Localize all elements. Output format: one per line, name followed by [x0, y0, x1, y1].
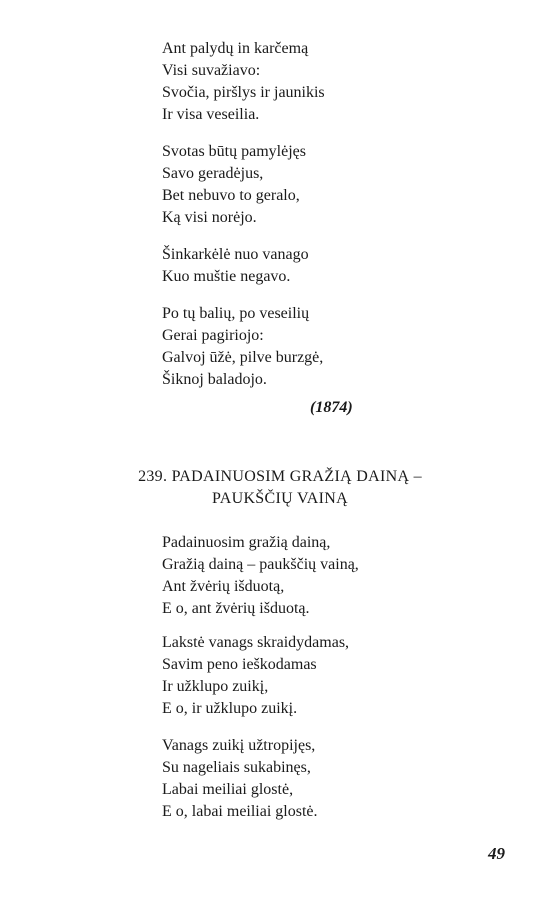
song-heading: [80, 466, 480, 510]
verse-line: E o, labai meiliai glostė.: [162, 803, 318, 820]
verse-line: Visi suvažiavo:: [162, 62, 261, 79]
stanza: [162, 38, 325, 126]
song-heading-line: 239. PADAINUOSIM GRAŽIĄ DAINĄ –: [138, 468, 422, 485]
verse-line: Ir užklupo zuikį,: [162, 678, 269, 695]
verse-line: Labai meiliai glostė,: [162, 781, 294, 798]
verse-line: Bet nebuvo to geralo,: [162, 187, 300, 204]
verse-line: Ką visi norėjo.: [162, 209, 257, 226]
verse-line: Vanags zuikį užtropijęs,: [162, 737, 316, 754]
stanza: [162, 141, 306, 229]
verse-line: Ant žvėrių išduotą,: [162, 578, 285, 595]
verse-line: Ir visa veseilia.: [162, 106, 260, 123]
verse-line: Svočia, piršlys ir jaunikis: [162, 84, 325, 101]
verse-line: Šiknoj baladojo.: [162, 371, 267, 388]
poem-date: (1874): [310, 399, 353, 416]
stanza: [162, 532, 359, 620]
stanza: [162, 632, 349, 720]
verse-line: Ant palydų in karčemą: [162, 40, 309, 57]
stanza: [162, 303, 323, 391]
verse-line: Šinkarkėlė nuo vanago: [162, 246, 309, 263]
verse-line: Svotas būtų pamylėjęs: [162, 143, 306, 160]
song-heading-line: PAUKŠČIŲ VAINĄ: [212, 490, 348, 507]
verse-line: Savim peno ieškodamas: [162, 656, 317, 673]
verse-line: Padainuosim gražią dainą,: [162, 534, 331, 551]
verse-line: Su nageliais sukabinęs,: [162, 759, 311, 776]
stanza: [162, 244, 309, 288]
page-number: 49: [488, 844, 505, 863]
verse-line: Lakstė vanags skraidydamas,: [162, 634, 350, 651]
verse-line: Galvoj ūžė, pilve burzgė,: [162, 349, 324, 366]
stanza: [162, 735, 318, 823]
verse-line: Po tų balių, po veseilių: [162, 305, 310, 322]
verse-line: E o, ant žvėrių išduotą.: [162, 600, 310, 617]
verse-line: E o, ir užklupo zuikį.: [162, 700, 298, 717]
verse-line: Savo geradėjus,: [162, 165, 264, 182]
verse-line: Gražią dainą – paukščių vainą,: [162, 556, 359, 573]
verse-line: Kuo muštie negavo.: [162, 268, 291, 285]
verse-line: Gerai pagiriojo:: [162, 327, 264, 344]
